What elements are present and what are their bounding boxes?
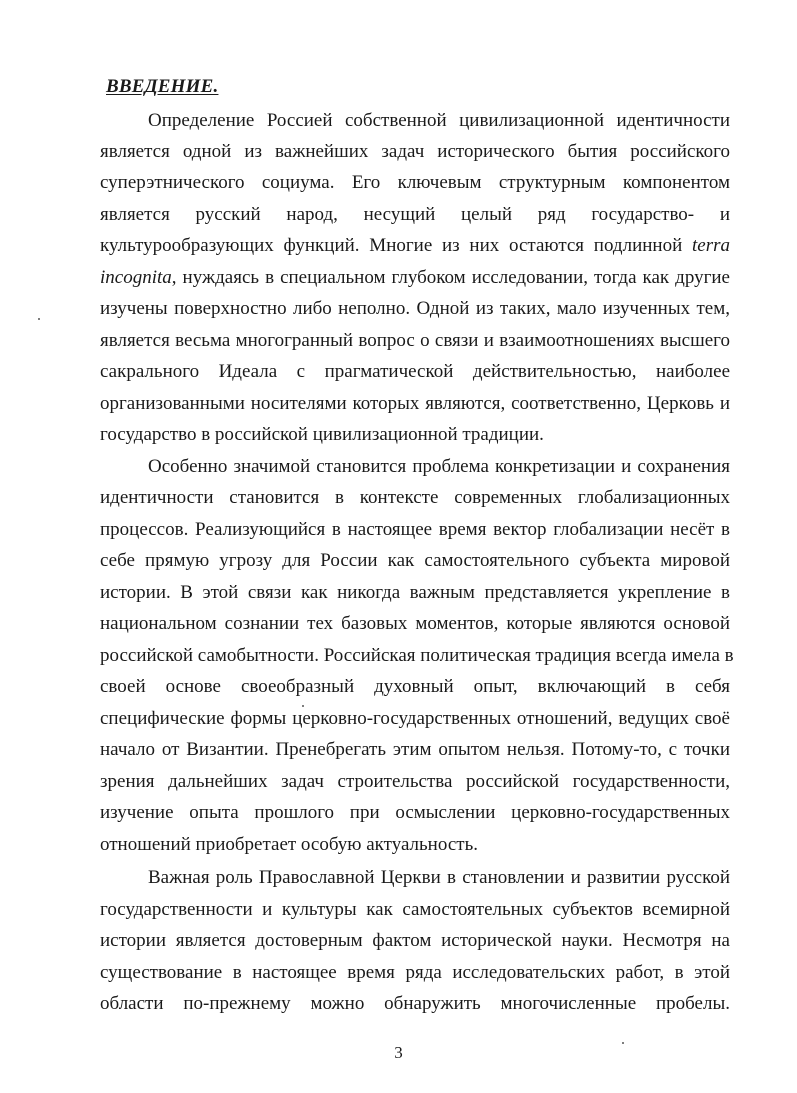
text-line: начало от Византии. Пренебрегать этим опытом нельзя. Потому-то, с точки	[100, 739, 730, 760]
text-line: государство в российской цивилизационной традиции.	[100, 424, 544, 445]
scan-speck	[302, 705, 304, 707]
text-line: изучение опыта прошлого при осмыслении церковно-государственных	[100, 802, 730, 823]
text-line	[100, 234, 730, 258]
text-line: суперэтнического социума. Его ключевым структурным компонентом	[100, 172, 730, 193]
text-line: себе прямую угрозу для России как самостоятельного субъекта мировой	[100, 550, 730, 571]
text-line: существование в настоящее время ряда исследовательских работ, в этой	[100, 962, 730, 983]
text-line: специфические формы церковно-государственных отношений, ведущих своё	[100, 708, 730, 729]
text-line: Определение Россией собственной цивилизационной идентичности	[148, 110, 730, 131]
text-line: incognita, нуждаясь в специальном глубоком исследовании, тогда как другие	[100, 267, 730, 288]
text-line: идентичности становится в контексте современных глобализационных	[100, 487, 730, 508]
text-line: сакрального Идеала с прагматической действительностью, наиболее	[100, 361, 730, 382]
text-line: является русский народ, несущий целый ряд государство- и	[100, 204, 730, 225]
text-line: национальном сознании тех базовых моментов, которые являются основой	[100, 613, 730, 634]
text-line: отношений приобретает особую актуальность.	[100, 834, 478, 855]
text-line: истории является достоверным фактом исторической науки. Несмотря на	[100, 930, 730, 951]
page-number: 3	[394, 1043, 403, 1062]
text-line: изучены поверхностно либо неполно. Одной из таких, мало изученных тем,	[100, 298, 730, 319]
text-line: зрения дальнейших задач строительства российской государственности,	[100, 771, 730, 792]
text-line: процессов. Реализующийся в настоящее время вектор глобализации несёт в	[100, 519, 730, 540]
text-line: является одной из важнейших задач исторического бытия российского	[100, 141, 730, 162]
text-line: российской самобытности. Российская политическая традиция всегда имела в	[100, 645, 734, 666]
section-heading: ВВЕДЕНИЕ.	[106, 76, 219, 97]
text-line: Особенно значимой становится проблема конкретизации и сохранения	[148, 456, 730, 477]
text-line: своей основе своеобразный духовный опыт, включающий в себя	[100, 676, 730, 697]
scan-speck	[622, 1042, 624, 1044]
text-line-italic-terra: культурообразующих функций. Многие из них остаются подлинной terra	[100, 235, 730, 256]
text-line: Важная роль Православной Церкви в становлении и развитии русской	[148, 867, 730, 888]
text-line: является весьма многогранный вопрос о связи и взаимоотношениях высшего	[100, 330, 730, 351]
text-line: истории. В этой связи как никогда важным представляется укрепление в	[100, 582, 730, 603]
text-line: области по-прежнему можно обнаружить многочисленные пробелы.	[100, 993, 730, 1014]
text-line: организованными носителями которых являются, соответственно, Церковь и	[100, 393, 730, 414]
scan-speck	[38, 318, 40, 320]
text-line: государственности и культуры как самостоятельных субъектов всемирной	[100, 899, 730, 920]
